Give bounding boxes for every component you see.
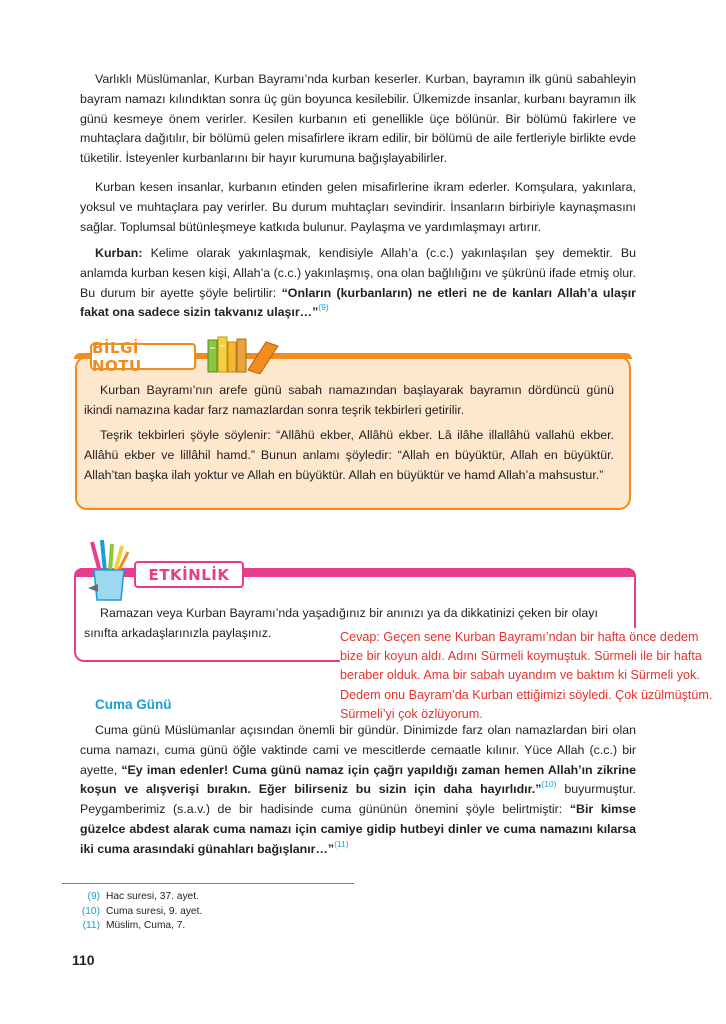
paragraph-cuma	[80, 721, 636, 860]
bilgi-notu-title: BİLGİ NOTU	[90, 343, 196, 370]
cuma-hadis-quote: “Bir kimse güzelce abdest alarak cuma namazı için camiye gidip hutbeyi dinler ve cuma namazını kılarsa iki cuma arasındaki günahları bağışlanır…”	[80, 802, 636, 856]
cuma-text-2: buyurmuştur. Peygamberimiz (s.a.v.) de bir hadisinde cuma gününün önemini şöyle belirtmiştir:	[80, 782, 636, 817]
footnote-number: (9)	[87, 891, 100, 902]
term-kurban: Kurban:	[95, 246, 143, 260]
ayet-quote: “Onların (kurbanların) ne etleri ne de kanları Allah’a ulaşır fakat ona sadece sizin takvanız ulaşır…”	[80, 285, 636, 320]
kurban-definition: Kelime olarak yakınlaşmak, kendisiyle Allah’a (c.c.) yakınlaşılan şey demektir. Bu anlamda kurban kesen kişi, Allah’a (c.c.) yakınlaşmış, ona olan bağlılığını ve şükrünü ifade etmiş olur. Bu durum bir ayette şöyle belirtilir:	[80, 246, 636, 300]
paragraph-kurban-tanim	[80, 244, 636, 323]
footnote-item	[72, 890, 202, 905]
footnote-item	[72, 919, 202, 934]
books-icon	[206, 334, 286, 374]
page-number: 110	[72, 952, 95, 968]
paragraph-kurban-paylasim: Kurban kesen insanlar, kurbanın etinden gelen misafirlerine ikram ederler. Komşulara, yakınlara, yoksul ve muhtaçlara pay verirler. Bu durum muhtaçları sevindirir. İnsanların birbiriyle kaynaşmasını sağlar. Toplumsal bütünleşmeye katkıda bulunur. Paylaşma ve yardımlaşmayı artırır.	[80, 180, 636, 234]
footnote-number: (10)	[81, 905, 100, 917]
footnote-number: (11)	[82, 920, 100, 931]
footnote-text: Cuma suresi, 9. ayet.	[106, 905, 203, 917]
bilgi-notu-paragraph-1: Kurban Bayramı’nın arefe günü sabah namazından başlayarak bayramın dördüncü günü ikindi namazına kadar farz namazlardan sonra teşrik tekbirleri getirilir.	[84, 383, 614, 417]
bilgi-notu-paragraph-2: Teşrik tekbirleri şöyle söylenir: “Allâhü ekber, Allâhü ekber. Lâ ilâhe illallâhü vallahü ekber. Allâhü ekber ve lillâhil hamd.” Bunun anlamı şöyledir: “Allah en büyüktür, Allah en büyüktür. Allah’tan başka ilah yoktur ve Allah en büyüktür. Allah en büyüktür ve hamd Allah’a mahsustur.”	[84, 428, 614, 482]
cuma-ayet-quote: “Ey iman edenler! Cuma günü namaz için çağrı yapıldığı zaman hemen Allah’ın zikrine koşun ve alışverişi bırakın. Eğer bilirseniz bu sizin için daha hayırlıdır.”	[80, 762, 636, 797]
cuma-text-1: Cuma günü Müslümanlar açısından önemli bir gündür. Dinimizde farz olan namazlardan biri olan cuma namazı, cuma günü öğle vaktinde cami ve mescitlerde cemaatle kılınır. Yüce Allah (c.c.) bir ayette,	[80, 723, 636, 777]
footnote-item	[72, 905, 202, 920]
etkinlik-prompt: Ramazan veya Kurban Bayramı’nda yaşadığınız bir anınızı ya da dikkatinizi çeken bir olayı sınıfta arkadaşlarınızla paylaşınız.	[84, 606, 598, 640]
pencil-cup-icon	[86, 538, 132, 602]
section-title-cuma: Cuma Günü	[95, 697, 172, 712]
footnote-ref-11: (11)	[334, 838, 349, 849]
etkinlik-answer[interactable]: Cevap: Geçen sene Kurban Bayramı’ndan bir hafta önce dedem bize bir koyun aldı. Adını Sürmeli koymuştuk. Sürmeli ile bir hafta beraber olduk. Ama bir sabah uyandım ve baktım ki Sürmeli yok. Dedem onu Bayram’da Kurban ettiğimizi söyledi. Çok üzülmüştüm. Sürmeli’yi çok özlüyorum.	[340, 628, 724, 724]
footnote-text: Müslim, Cuma, 7.	[106, 920, 186, 931]
footnote-ref-10: (10)	[541, 779, 557, 790]
footnote-ref-9: (9)	[318, 302, 329, 313]
footnote-text: Hac suresi, 37. ayet.	[106, 891, 199, 902]
etkinlik-title: ETKİNLİK	[134, 561, 244, 588]
footnotes	[72, 890, 202, 934]
paragraph-kurban-bayrami: Varlıklı Müslümanlar, Kurban Bayramı’nda kurban keserler. Kurban, bayramın ilk günü sabahleyin bayram namazı kılındıktan sonra üç gün boyunca kesilebilir. Ülkemizde insanlar, kurbanı bayramın ilk günü kesmeye önem verirler. Kesilen kurbanın eti genellikle üçe bölünür. Bir bölümü fakirlere ve muhtaçlara dağıtılır, bir bölümü gelen misafirlere ikram edilir, bir bölümü de aile fertleriyle birlikte evde tüketilir. İsteyenler kurbanlarını bir hayır kurumuna bağışlayabilirler.	[80, 72, 636, 166]
footnote-divider	[62, 883, 354, 884]
